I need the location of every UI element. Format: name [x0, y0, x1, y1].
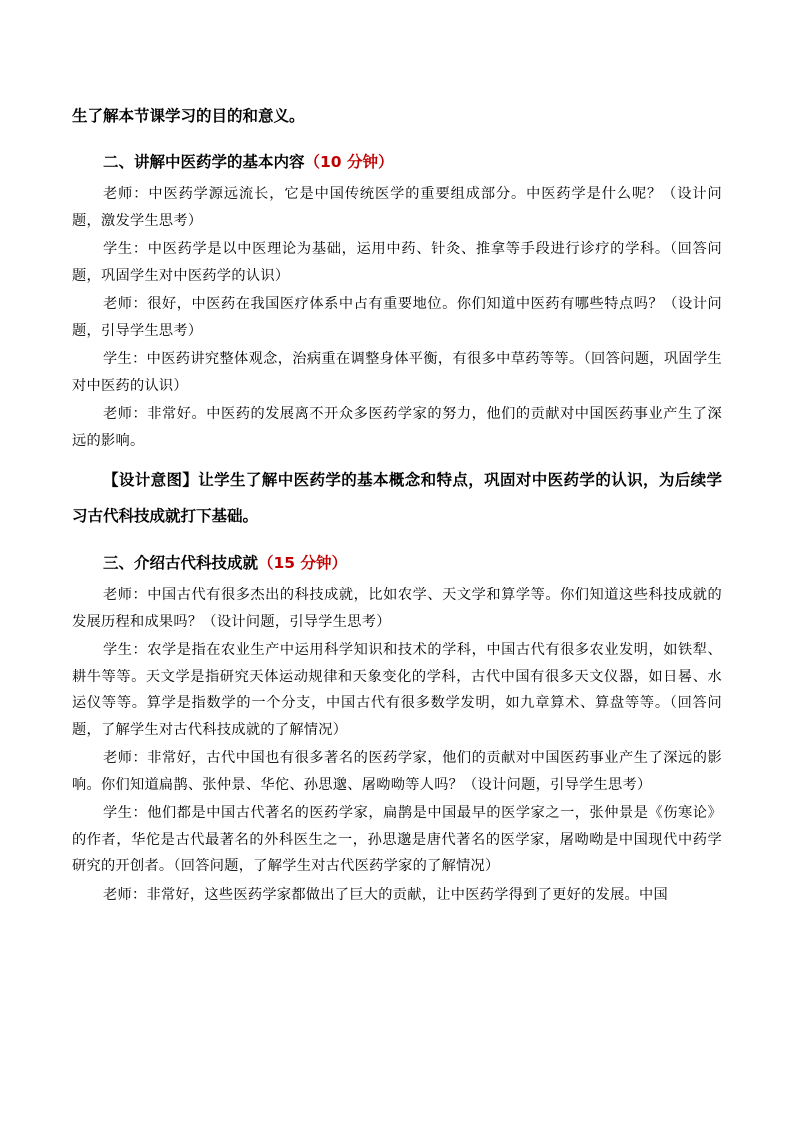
intro-line: 生了解本节课学习的目的和意义。: [72, 107, 305, 125]
section-3-heading: [72, 548, 722, 578]
section-3-paragraph: 学生：农学是指在农业生产中运用科学知识和技术的学科，中国古代有很多农业发明，如铁犁、耕牛等等。天文学是指研究天体运动规律和天象变化的学科，古代中国有很多天文仪器，如日晷、水运仪等等。算学是指数学的一个分支，中国古代有很多数学发明，如九章算术、算盘等等。（回答问题，了解学生对古代科技成就的了解情况）: [72, 642, 722, 738]
section-2-paragraph: 老师：很好，中医药在我国医疗体系中占有重要地位。你们知道中医药有哪些特点吗？（设计问题，引导学生思考）: [72, 296, 722, 339]
section-2-title: 二、讲解中医药学的基本内容: [103, 153, 305, 171]
section-2-paragraph: 老师：中医药学源远流长，它是中国传统医学的重要组成部分。中医药学是什么呢？（设计问题，激发学生思考）: [72, 186, 722, 229]
section-3-title: 三、介绍古代科技成就: [103, 554, 259, 572]
section-3-paragraph: 学生：他们都是中国古代著名的医药学家，扁鹊是中国最早的医学家之一，张仲景是《伤寒论》的作者，华佗是古代最著名的外科医生之一，孙思邈是唐代著名的医学家，屠呦呦是中国现代中药学研究的开创者。（回答问题，了解学生对古代医药学家的了解情况）: [72, 805, 722, 874]
section-2-paragraph: 学生：中医药讲究整体观念，治病重在调整身体平衡，有很多中草药等等。（回答问题，巩固学生对中医药的认识）: [72, 351, 722, 394]
section-2-paragraph: 老师：非常好。中医药的发展离不开众多医药学家的努力，他们的贡献对中国医药事业产生了深远的影响。: [72, 406, 722, 449]
section-3-time: （15 分钟）: [258, 554, 347, 572]
section-2-heading: [72, 147, 722, 177]
section-3-paragraph: 老师：中国古代有很多杰出的科技成就，比如农学、天文学和算学等。你们知道这些科技成就的发展历程和成果吗？（设计问题，引导学生思考）: [72, 587, 722, 630]
section-3-paragraph: 老师：非常好，古代中国也有很多著名的医药学家，他们的贡献对中国医药事业产生了深远的影响。你们知道扁鹊、张仲景、华佗、孙思邈、屠呦呦等人吗？（设计问题，引导学生思考）: [72, 750, 722, 793]
section-3-paragraph: 老师：非常好，这些医药学家都做出了巨大的贡献，让中医药学得到了更好的发展。中国: [103, 886, 669, 903]
section-2-time: （10 分钟）: [304, 153, 394, 171]
document-page: [72, 100, 722, 910]
design-intent: 【设计意图】让学生了解中医药学的基本概念和特点，巩固对中医药学的认识，为后续学习古代科技成就打下基础。: [72, 471, 722, 525]
section-2-paragraph: 学生：中医药学是以中医理论为基础，运用中药、针灸、推拿等手段进行诊疗的学科。（回答问题，巩固学生对中医药学的认识）: [72, 241, 722, 284]
